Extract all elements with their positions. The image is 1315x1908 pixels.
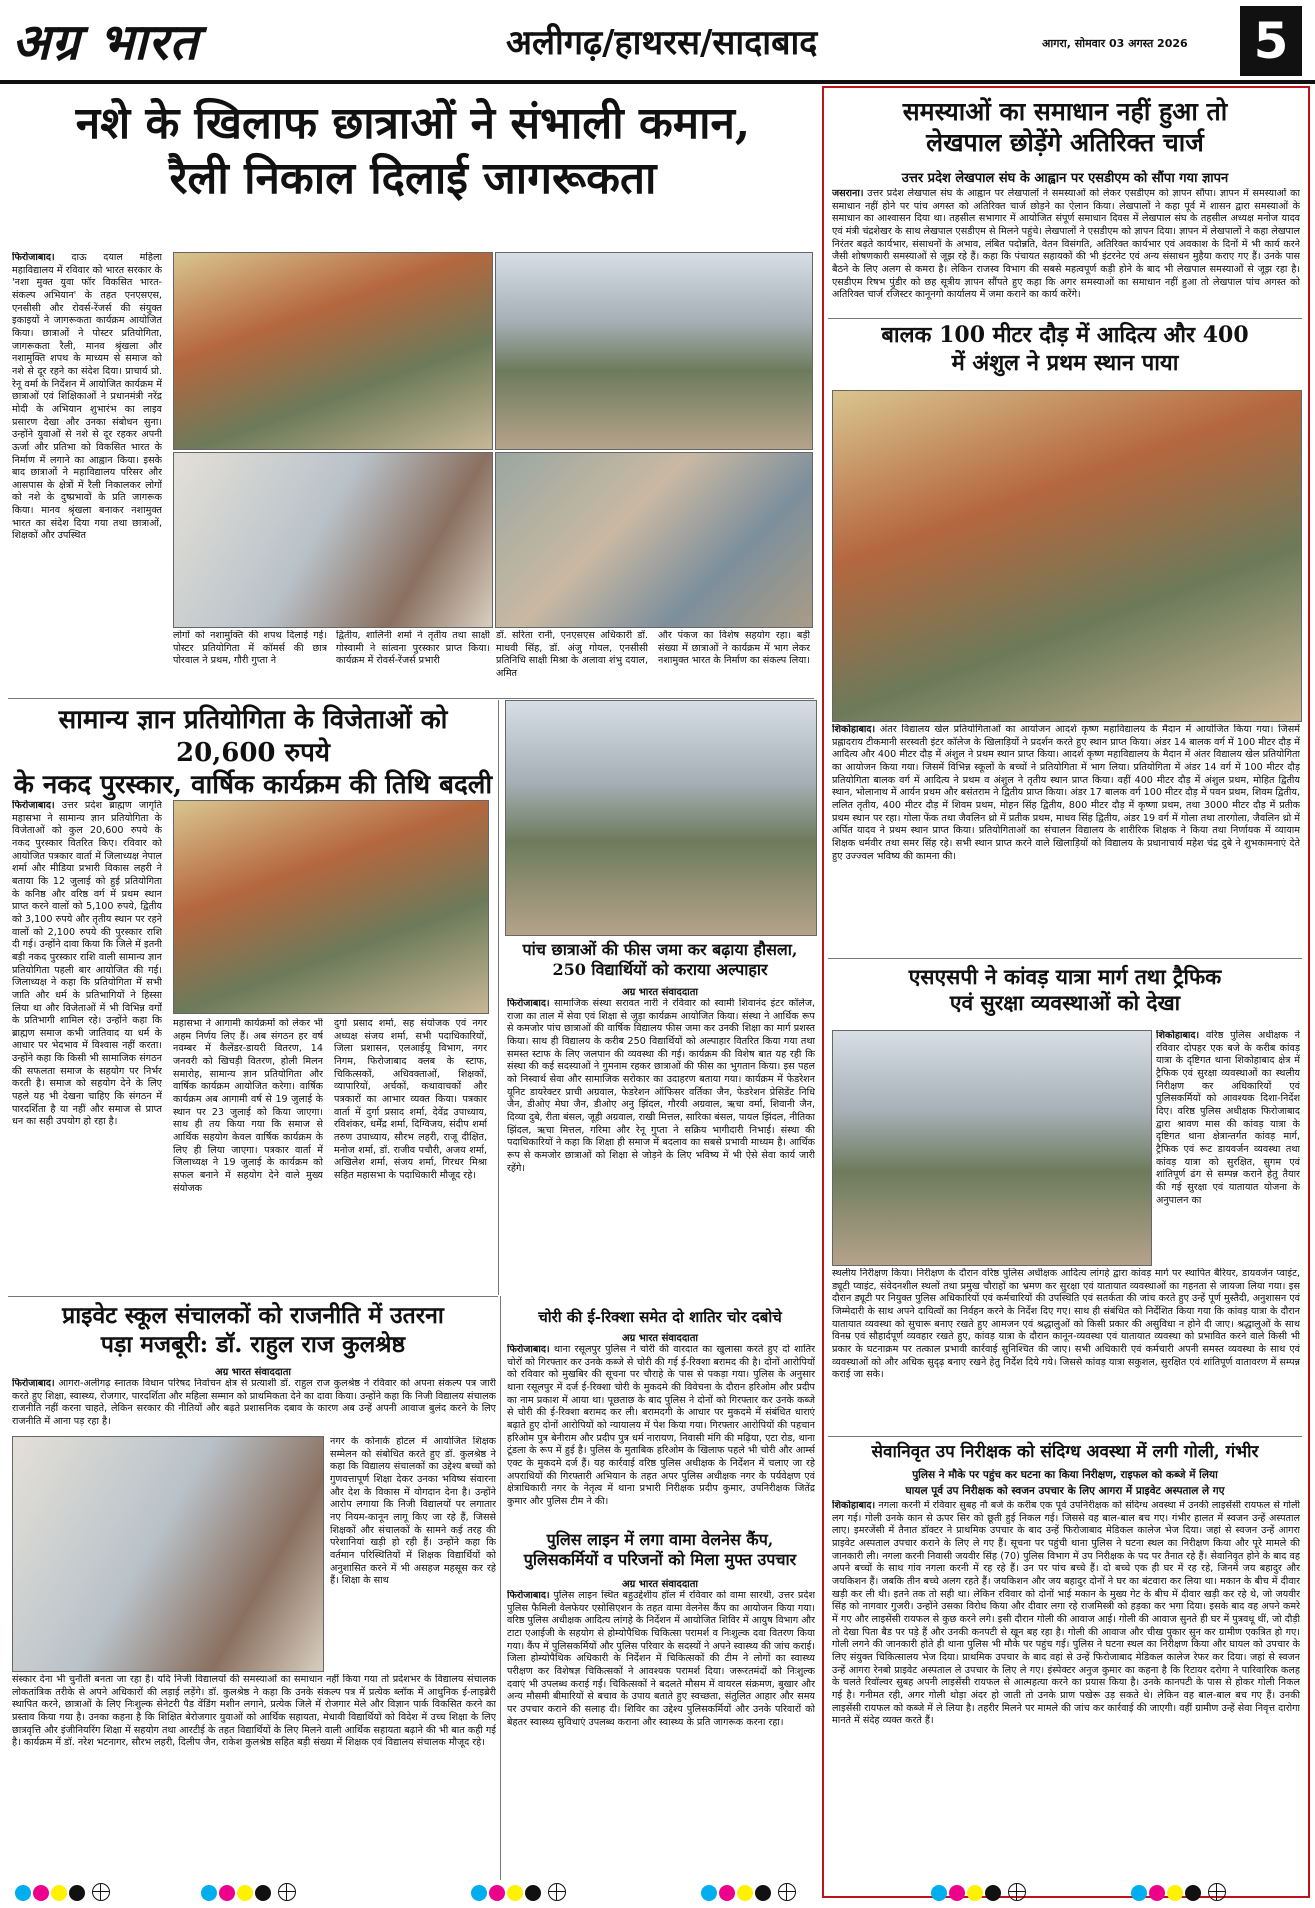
divider (8, 1296, 498, 1297)
story7-headline: समस्याओं का समाधान नहीं हुआ तो लेखपाल छोड़ेंगे अतिरिक्त चार्ज (902, 97, 1228, 158)
story10-subhead-1: पुलिस ने मौके पर पहुंच कर घटना का किया निरीक्षण, राइफल को कब्जे में लिया (912, 1469, 1218, 1481)
registration-marks (14, 1880, 116, 1908)
newspaper-title: अग्र भारत (12, 12, 199, 71)
edition-location: अलीगढ़/हाथरस/सादाबाद (506, 23, 818, 63)
story1-headline (8, 96, 818, 206)
registration-marks (470, 1880, 572, 1908)
divider (828, 958, 1302, 959)
story3-body-tail: संस्कार देना भी चुनौती बनता जा रहा है। यदि निजी विद्यालयों की समस्याओं का समाधान नहीं किया गया तो प्रदेशभर के विद्यालय संचालक लोकतांत्रिक तरीके से अपने अधिकारों की लड़ाई लड़ेंगे। डॉ. कुलश्रेष्ठ ने कहा कि उनके संकल्प पत्र में प्रत्येक ब्लॉक में आधुनिक ई-लाइब्रेरी स्थापित करने, छात्राओं के लिए निःशुल्क सेनेटरी पैड वेंडिंग मशीन लगाने, प्रत्येक जिले में रोजगार मेले और विज्ञान पार्क विकसित करने का प्रस्ताव किया गया है। उनका कहना है कि शिक्षित बेरोजगार युवाओं को आर्थिक सहायता, मेधावी विद्यार्थियों को विदेश में उच्च शिक्षा के लिए छात्रवृत्ति और इंजीनियरिंग शिक्षा में सहयोग तथा आरटीई के तहत विद्यार्थियों के लिए मिलने वाली आर्थिक सहायता बढ़ाने की भी बात कही गई है। कार्यक्रम में डॉ. नरेश भटनागर, सौरभ लहरी, दिलीप जैन, राकेश कुलश्रेष्ठ सहित बड़ी संख्या में शिक्षक एवं विद्यालय संचालक मौजूद रहे। (12, 1674, 496, 1749)
story2-body-col2: महासभा ने आगामी कार्यक्रमों को लेकर भी अहम निर्णय लिए हैं। अब संगठन हर वर्ष नवम्बर में कैलेंडर-डायरी वितरण, 14 जनवरी को खिचड़ी वितरण, होली मिलन समारोह, सामान्य ज्ञान प्रतियोगिता और वार्षिक कार्यक्रम आयोजित करेगा। वार्षिक कार्यक्रम अब आगामी वर्ष से 19 जुलाई के स्थान पर 23 जुलाई को किया जाएगा। साथ ही तय किया गया कि समाज से आर्थिक सहयोग केवल वार्षिक कार्यक्रम के लिए ही लिया जाएगा। पत्रकार वार्ता में जिलाध्यक्ष ने 19 जुलाई के कार्यक्रम को सफल बनाने में सहयोग देने वाले मुख्य संयोजक (173, 1018, 323, 1194)
divider (8, 698, 814, 699)
story2-body-col1: फिरोजाबाद। उत्तर प्रदेश ब्राह्मण जागृति महासभा ने सामान्य ज्ञान प्रतियोगिता के विजेताओं को कुल 20,600 रुपये के नकद पुरस्कार वितरित किए। रविवार को आयोजित पत्रकार वार्ता में जिलाध्यक्ष नेपाल शर्मा और मीडिया प्रभारी विकास लहरी ने बताया कि 12 जुलाई को हुई प्रतियोगिता के कनिष्ठ और वरिष्ठ वर्ग में प्रथम स्थान प्राप्त करने वालों को 5,100 रुपये, द्वितीय को 3,100 रुपये और तृतीय स्थान पर रहने वालों को 2,100 रुपये की पुरस्कार राशि दी गई। उन्होंने दावा किया कि जिले में इतनी बड़ी नकद पुरस्कार राशि वाली सामान्य ज्ञान प्रतियोगिता पहली बार आयोजित की गई। जिलाध्यक्ष ने कहा कि प्रतियोगिता में सभी जाति और धर्म के प्रतिभागियों ने हिस्सा लिया था और विजेताओं में भी विभिन्न वर्गों के प्रतिभागी शामिल रहे। उन्होंने कहा कि ब्राह्मण समाज कभी जातिवाद या धर्म के आधार पर भेदभाव में विश्वास नहीं करता। उन्होंने कहा कि किसी भी सामाजिक संगठन की सफलता समाज के सहयोग पर निर्भर करती है। समाज को सहयोग देने के लिए पहले यह भी देखना चाहिए कि संगठन में पारदर्शिता है या नहीं और समाज से प्राप्त धन का सही उपयोग हो रहा है। (12, 800, 162, 1128)
story1-place: फिरोजाबाद। (12, 252, 55, 263)
story4-headline: पांच छात्राओं की फीस जमा कर बढ़ाया हौसला, 250 विद्यार्थियों को कराया अल्पाहार (522, 940, 798, 979)
story6-byline: अग्र भारत संवाददाता (621, 1579, 699, 1590)
story1-body-col1: फिरोजाबाद। दाऊ दयाल महिला महाविद्यालय में रविवार को भारत सरकार के 'नशा मुक्त युवा फॉर विकसित भारत-संकल्प अभियान' के तहत एनएसएस, एनसीसी और रोवर्स-रेंजर्स की संयुक्त इकाइयों ने जागरूकता कार्यक्रम आयोजित किया। छात्राओं ने पोस्टर प्रतियोगिता, जागरूकता रैली, मानव श्रृंखला और नशामुक्ति शपथ के माध्यम से समाज को नशे से दूर रहने का संदेश दिया। प्राचार्य प्रो. रेनू वर्मा के निर्देशन में आयोजित कार्यक्रम में छात्राओं एवं शिक्षिकाओं ने प्रधानमंत्री नरेंद्र मोदी के अभियान शुभारंभ का लाइव प्रसारण देखा और उनका संबोधन सुना। उन्होंने युवाओं से नशे से दूर रहकर अपनी ऊर्जा और प्रतिभा को विकसित भारत के निर्माण में लगाने का आह्वान किया। इसके बाद छात्राओं ने महाविद्यालय परिसर और आसपास के क्षेत्रों में रैली निकालकर लोगों को नशे के दुष्प्रभावों के प्रति जागरूक किया। मानव श्रृंखला बनाकर नशामुक्त भारत का संदेश दिया गया तथा छात्राओं, शिक्षकों और उपस्थित (12, 252, 162, 542)
story6-body: फिरोजाबाद। पुलिस लाइन स्थित बहुउद्देशीय हॉल में रविवार को वामा सारथी, उत्तर प्रदेश पुलिस फैमिली वेलफेयर एसोसिएशन के तहत वामा वेलनेस कैंप का आयोजन किया गया। वरिष्ठ पुलिस अधीक्षक आदित्य लांगहे के निर्देशन में आयोजित शिविर में आयुष विभाग और टाटा एआईजी के सहयोग से होम्योपैथिक चिकित्सा परामर्श व निःशुल्क दवा वितरण किया गया। कैंप में पुलिसकर्मियों और पुलिस परिवार के सदस्यों ने अपने स्वास्थ्य की जांच कराई। जिला होम्योपैथिक अधिकारी के निर्देशन में चिकित्सकों की टीम ने लोगों का स्वास्थ्य परीक्षण कर विशेषज्ञ चिकित्सकों ने आवश्यक परामर्श दिया। जरूरतमंदों को निःशुल्क दवाएं भी उपलब्ध कराई गईं। चिकित्सकों ने बदलते मौसम में वायरल संक्रमण, बुखार और अन्य मौसमी बीमारियों से बचाव के उपाय बताते हुए स्वच्छता, संतुलित आहार और समय पर उपचार कराने की सलाह दी। शिविर का उद्देश्य पुलिसकर्मियों और उनके परिवारों को बेहतर स्वास्थ्य सुविधाएं उपलब्ध कराना और स्वास्थ्य के प्रति जागरूक करना रहा। (507, 1590, 815, 1728)
story1-photo-poster (173, 252, 493, 450)
story9-headline: एसएसपी ने कांवड़ यात्रा मार्ग तथा ट्रैफिक एवं सुरक्षा व्यवस्थाओं को देखा (908, 964, 1222, 1016)
story9-body: स्थलीय निरीक्षण किया। निरीक्षण के दौरान वरिष्ठ पुलिस अधीक्षक आदित्य लांगहे द्वारा कांवड़ मार्ग पर स्थापित बैरियर, डायवर्जन प्वाइंट, ड्यूटी प्वाइंट, संवेदनशील स्थलों तथा प्रमुख चौराहों का भ्रमण कर सुरक्षा एवं यातायात व्यवस्थाओं का गहनता से जायजा लिया गया। इस दौरान ड्यूटी पर नियुक्त पुलिस अधिकारियों एवं कर्मचारियों की उपस्थिति एवं सतर्कता की जांच करते हुए उन्हें पूर्ण मुस्तैदी, अनुशासन एवं जिम्मेदारी के साथ अपने दायित्वों का निर्वहन करने के निर्देश दिए गए। साथ ही संबंधित को निर्देशित किया गया कि कांवड़ यात्रा के दौरान यातायात व्यवस्था को सुचारू बनाए रखते हुए आमजन एवं श्रद्धालुओं को किसी प्रकार की असुविधा न होने दी जाए। श्रद्धालुओं के साथ विनम्र एवं सौहार्दपूर्ण व्यवहार रखते हुए, कांवड़ यात्रा के दौरान कानून-व्यवस्था एवं यातायात व्यवस्था को प्रभावित करने वाले किसी भी प्रकार के घटनाक्रम पर तत्काल प्रभावी कार्रवाई सुनिश्चित की जाए। सभी अधिकारी एवं कर्मचारी अपनी समस्त व्यवस्था के साथ एवं व्यवस्थाओं को और अधिक सुदृढ़ बनाए रखने हेतु निर्देश दिये गये। जिससे कांवड़ यात्रा सकुशल, सुरक्षित एवं शांतिपूर्ण वातावरण में सम्पन्न कराई जा सके। (832, 1268, 1300, 1381)
story10-headline: सेवानिवृत उप निरीक्षक को संदिग्ध अवस्था में लगी गोली, गंभीर (871, 1442, 1259, 1462)
story1-body-col2: लोगों को नशामुक्ति की शपथ दिलाई गई। पोस्टर प्रतियोगिता में कॉमर्स की छात्र पोरवाल ने प्रथम, गौरी गुप्ता ने (173, 630, 327, 667)
story1-photo-ceremony (495, 452, 813, 628)
story7-body: जसराना। उत्तर प्रदेश लेखपाल संघ के आह्वान पर लेखपालों ने समस्याओं को लेकर एसडीएम को ज्ञापन सौंपा। ज्ञापन में समस्याओं का समाधान नहीं होने पर पांच अगस्त को अतिरिक्त चार्ज छोड़ने का ऐलान किया। लेखपालों ने कहा पूर्व में शासन द्वारा समस्याओं के समाधान का आश्वासन दिया था। तहसील सभागार में आयोजित संपूर्ण समाधान दिवस में लेखपाल संघ के तहसील अध्यक्ष मनोज यादव एवं मंत्री चंद्रशेखर के साथ लेखपाल एसडीएम से मिलने पहुंचे। लेखपालों ने एसडीएम को ज्ञापन दिया। ज्ञापन में लेखपालों ने कहा लेखपाल निरंतर बढ़ते कार्यभार, संसाधनों के अभाव, लंबित पदोन्नति, वेतन विसंगति, अतिरिक्त कार्यभार एवं अवकाश के दिनों में भी कार्य करने जैसी शोषणकारी समस्याओं से जूझ रहे हैं। कहा कि पंचायत सहायकों की भी इंटरनेट एवं अन्य संसाधन मुहैया कराए गए हैं। उनके पास बैठने के लिए अलग से कमरा है। लेकिन राजस्व विभाग की सबसे महत्वपूर्ण कड़ी होने के बाद भी लेखपाल समस्याओं से जूझ रहा है। एसडीएम रिषभ पुंडीर को छह सूत्रीय ज्ञापन सौंपते हुए कहा कि अगर समस्याओं का समाधान नहीं हुआ तो लेखपाल पांच अगस्त को अतिरिक्त चार्ज रजिस्टर कानूनगो कार्यालय में जमा कराने का कार्य करेंगे। (832, 188, 1300, 301)
page-number: 5 (1240, 6, 1302, 76)
story4-body: फिरोजाबाद। सामाजिक संस्था सरावत नारी ने रविवार को स्वामी शिवानंद इंटर कॉलेज, राजा का ताल में सेवा एवं शिक्षा से जुड़ा कार्यक्रम आयोजित किया। संस्था ने आर्थिक रूप से कमजोर पांच छात्राओं की वार्षिक विद्यालय फीस जमा कर उनकी शिक्षा का मार्ग प्रशस्त किया। साथ ही विद्यालय के करीब 250 विद्यार्थियों को अल्पाहार वितरित किया गया तथा समस्त स्टाफ के लिए जलपान की व्यवस्था की गई। कार्यक्रम की विशेष बात यह रही कि संस्था की कई सदस्याओं ने गुमनाम रहकर छात्राओं की फीस का भुगतान किया। इस पहल को निस्वार्थ सेवा और सामाजिक सरोकार का उदाहरण बताया गया। कार्यक्रम में फेडरेशन यूनिट डायरेक्टर प्राची अग्रवाल, फेडरेशन ऑफिसर वर्तिका जैन, फेडरेशन प्रेसिडेंट निधि जैन, डीओए मेघा जैन, डीओए अनु झिंदल, गौरवी अग्रवाल, ऋचा वर्मा, शिवानी जैन, दिव्या दुबे, रीता बंसल, जूही अग्रवाल, राखी मित्तल, सारिका बंसल, पायल झिंदल, नीतिका झिंदल, ऋचा मित्तल, गरिमा और रेनू गुप्ता ने सक्रिय भागीदारी निभाई। संस्था की पदाधिकारियों ने कहा कि शिक्षा ही समाज में बदलाव का सबसे प्रभावी माध्यम है। आर्थिक रूप से कमजोर छात्राओं को शिक्षा से जोड़ने के लिए भविष्य में भी ऐसे सेवा कार्य जारी रहेंगे। (507, 998, 815, 1174)
story7-subhead: उत्तर प्रदेश लेखपाल संघ के आह्वान पर एसडीएम को सौंपा गया ज्ञापन (901, 171, 1229, 186)
story1-body-col3: द्वितीय, शालिनी शर्मा ने तृतीय तथा साक्षी गोस्वामी ने सांत्वना पुरस्कार प्राप्त किया। कार्यक्रम में रोवर्स-रेंजर्स प्रभारी (336, 630, 490, 667)
story9-photo-kanwar (832, 1030, 1152, 1266)
story1-photo-rally (495, 252, 813, 450)
story1-body-col5: और पंकज का विशेष सहयोग रहा। बड़ी संख्या में छात्राओं ने कार्यक्रम में भाग लेकर नशामुक्त भारत के निर्माण का संकल्प लिया। (658, 630, 810, 667)
story8-body: शिकोहाबाद। अंतर विद्यालय खेल प्रतियोगिताओं का आयोजन आदर्श कृष्ण महाविद्यालय के मैदान में आयोजित किया गया। जिसमें प्रह्लादराय टीकमानी सरस्वती इंटर कॉलेज के खिलाड़ियों ने प्रदर्शन करते हुए स्थान प्राप्त किया। अंडर 14 बालक वर्ग में 100 मीटर दौड़ में आदित्य और 400 मीटर दौड़ में अंशुल ने प्रथम स्थान प्राप्त किया। आदर्श कृष्ण महाविद्यालय के मैदान में अंतर विद्यालय खेल प्रतियोगिता का आयोजन किया गया। जिसमें विभिन्न स्कूलों के बच्चों ने प्रतियोगिता में भाग लिया। प्रतियोगिता में अंडर 14 वर्ग में 100 मीटर दौड़ प्रतियोगिता बालक वर्ग में आदित्य ने प्रथम व अंशुल ने तृतीय स्थान प्राप्त किया। वहीं 400 मीटर दौड़ में अंशुल प्रथम, मोहित द्वितीय स्थान, भोलानाथ में आर्यन प्रथम और बसंतराम ने द्वितीय प्राप्त किया। अंडर 17 बालक वर्ग 100 मीटर दौड़ में पवन प्रथम, शिवम द्वितीय, ललित तृतीय, 400 मीटर दौड़ में शिवम प्रथम, मोहन सिंह द्वितीय, 800 मीटर दौड़ में कृष्णा प्रथम, तथा 3000 मीटर दौड़ में प्रतीक प्रथम स्थान पर रहा। गोला फेंक तथा जैवलिन थ्रो में प्रतीक प्रथम, माधव सिंह द्वितीय, अंडर 19 वर्ग में गोला तथा तारगोला, जैवलिन थ्रो में अर्पित यादव ने प्रथम स्थान प्राप्त किया। प्रतियोगिताओं का संचालन विद्यालय के शारीरिक शिक्षक ने किया तथा निर्णायक में व्यायाम शिक्षक धर्मवीर तथा समर सिंह रहे। सभी स्थान प्राप्त करने वाले खिलाड़ियों को विद्यालय के प्रधानाचार्य महेश चंद्र दुबे ने शुभकामनाएं देते हुए उज्ज्वल भविष्य की कामना की। (832, 724, 1300, 862)
story2-photo-press-meet (173, 800, 489, 1014)
registration-marks (700, 1880, 802, 1908)
story5-headline: चोरी की ई-रिक्शा समेत दो शातिर चोर दबोचे (538, 1308, 782, 1326)
story3-byline: अग्र भारत संवाददाता (214, 1367, 292, 1378)
story10-body: शिकोहाबाद। नगला करनी में रविवार सुबह नौ बजे के करीब एक पूर्व उपनिरीक्षक को संदिग्ध अवस्था में उनकी लाइसेंसी रायफल से गोली लग गई। गोली उनके कान से ऊपर सिर को छूती हुई निकल गई। जिससे वह बाल-बाल बच गए। गंभीर हालत में स्वजन उन्हें अस्पताल लाए। इमरजेंसी में तैनात डॉक्टर ने प्राथमिक उपचार के बाद उन्हें फिरोजाबाद मेडिकल कालेज भेज दिया। जहां से स्वजन उन्हें आगरा प्राइवेट अस्पताल उपचार कराने के लिए ले गए हैं। सूचना पर पहुंची थाना पुलिस ने घटना स्थल का निरीक्षण किया और पूरे मामले की जानकारी ली। नगला करनी निवासी जयवीर सिंह (70) पुलिस विभाग में उप निरीक्षक के पद पर तैनात रहे हैं। सेवानिवृत होने के बाद वह अपने बच्चों के साथ गांव नगला करनी में रह रहे हैं। उन पर पांच बच्चे हैं। दो बच्चे एक ही घर में रह रहे, जिनमें जय बहादुर और जयकिशन हैं। जबकि तीन बच्चे अलग रहते हैं। जयकिशन और जय बहादुर दोनों ने घर का बंटवारा कर लिया था। मकान के बीच में दीवार खड़ी कर ली थी। इतने तक तो सही था। लेकिन रविवार को दोनों भाई मकान के मुख्य गेट के बीच में दीवार खड़ी कर रहे थे, जो जयवीर सिंह को नागवार गुजरी। उन्होंने उसका विरोध किया और दीवार लगा रहे राजमिस्त्री को हड़का कर भगा दिया। इसके बाद वह अपने कमरे में गए और लाइसेंसी रायफल से कुछ करने लगे। इसी दौरान गोली की आवाज आई। गोली की आवाज सुनते ही घर में पुत्रवधू थीं, जो दौड़ी तो देखा पिता बैड पर पड़े हैं और उनकी कनपटी से खून बह रहा है। गोली की आवाज और चीख पुकार सुन कर ग्रामीण एकत्रित हो गए। गोली लगने की जानकारी होते ही थाना पुलिस भी मौके पर पहुंच गई। पुलिस ने घटना स्थल का निरीक्षण किया और घायल को उपचार के लिए संयुक्त चिकित्सालय भेज दिया। प्राथमिक उपचार के बाद वहां से उन्हें फिरोजाबाद मेडिकल कालेज रेफर कर दिया। जहां से स्वजन उन्हें आगरा रेनबो प्राइवेट अस्पताल ले उपचार के लिए ले गए। इंस्पेक्टर अनुज कुमार का कहना है कि रिटायर दरोगा ने पारिवारिक कलह के चलते रिवॉल्वर सुबह अपनी लाइसेंसी रायफल से आत्महत्या करने का प्रयास किया है। उनके कानपटी के पास से होकर गोली निकल गई है। गनीमत रही, अगर गोली थोड़ा अंदर हो जाती तो उनके प्राण पखेरू उड़ सकते थे। लेकिन वह बाल-बाल बच गए हैं। उनकी लाइसेंसी रायफल को कब्जे में ले लिया है। तहरीर मिलने पर मामले की जांच कर कार्रवाई की जाएगी। वहीं ग्रामीण उन्हें सेवा निवृत्त दारोगा मानते में संदेह व्यक्त करते हैं। (832, 1500, 1300, 1727)
story6-headline: पुलिस लाइन में लगा वामा वेलनेस कैंप, पुलिसकर्मियों व परिजनों को मिला मुफ्त उपचार (523, 1530, 797, 1569)
story2-headline: सामान्य ज्ञान प्रतियोगिता के विजेताओं को 20,600 रुपये के नकद पुरस्कार, वार्षिक कार्यक्रम की तिथि बदली (13, 705, 493, 800)
story8-photo-group (832, 390, 1302, 722)
column-divider (498, 700, 499, 1295)
story8-headline: बालक 100 मीटर दौड़ में आदित्य और 400 में अंशुल ने प्रथम स्थान पाया (881, 322, 1249, 376)
story3-photo-speaker (12, 1436, 324, 1672)
registration-marks (1130, 1880, 1232, 1908)
story1-photo-classroom (173, 452, 493, 628)
print-registration-bar (0, 1880, 1315, 1904)
edition-date: आगरा, सोमवार 03 अगस्त 2026 (1042, 37, 1188, 50)
story3-body-lead: फिरोजाबाद। आगरा-अलीगढ़ स्नातक विधान परिषद निर्वाचन क्षेत्र से प्रत्याशी डॉ. राहुल राज कुलश्रेष्ठ ने रविवार को अपना संकल्प पत्र जारी करते हुए शिक्षा, स्वास्थ्य, रोजगार, पारदर्शिता और महिला सम्मान को प्राथमिकता देने का दावा किया। उन्होंने कहा कि निजी विद्यालय संचालक राजनीति नहीं करना चाहते, लेकिन सरकार की नीतियों और बढ़ते प्रशासनिक दबाव के कारण अब उन्हें अपनी आवाज बुलंद करने के लिए राजनीति में आना पड़ रहा है। (12, 1378, 496, 1427)
story10-subhead-2: घायल पूर्व उप निरीक्षक को स्वजन उपचार के लिए आगरा में प्राइवेट अस्पताल ले गए (905, 1485, 1225, 1497)
registration-marks (930, 1880, 1032, 1908)
story2-body-col3: दुर्गा प्रसाद शर्मा, सह संयोजक एवं नगर अध्यक्ष संजय शर्मा, सभी पदाधिकारियों, जिला प्रशासन, एलआईयू विभाग, नगर निगम, फिरोजाबाद क्लब के स्टाफ, चिकित्सकों, अधिवक्ताओं, शिक्षकों, व्यापारियों, अर्चकों, कथावाचकों और पत्रकारों का आभार व्यक्त किया। पत्रकार वार्ता में दुर्गा प्रसाद शर्मा, देवेंद्र उपाध्याय, रविशंकर, धर्मेंद्र शर्मा, दिग्विजय, संदीप शर्मा तरुण उपाध्याय, सौरभ लहरी, राजू दीक्षित, मनोज शर्मा, डॉ. राजीव पचौरी, अजय शर्मा, अखिलेश शर्मा, संजय शर्मा, गिरधर मिश्रा सहित महासभा के पदाधिकारी मौजूद रहे। (334, 1018, 487, 1181)
story5-byline: अग्र भारत संवाददाता (621, 1333, 699, 1344)
story4-photo-students (505, 700, 817, 936)
divider (828, 318, 1302, 319)
divider (828, 1436, 1302, 1437)
column-divider (500, 1296, 501, 1880)
story1-headline-line1: नशे के खिलाफ छात्राओं ने संभाली कमान, (75, 98, 751, 149)
crosshair-icon (278, 1883, 296, 1901)
story9-body-side: शिकोहाबाद। वरिष्ठ पुलिस अधीक्षक ने रविवार दोपहर एक बजे के करीब कांवड़ यात्रा के दृष्टिगत थाना शिकोहाबाद क्षेत्र में ट्रैफिक एवं सुरक्षा व्यवस्थाओं का स्थलीय निरीक्षण कर अधिकारियों एवं पुलिसकर्मियों को आवश्यक दिशा-निर्देश दिए। वरिष्ठ पुलिस अधीक्षक फिरोजाबाद द्वारा श्रावण मास की कांवड़ यात्रा के दृष्टिगत थाना क्षेत्रान्तर्गत कांवड़ मार्ग, ट्रैफिक एवं रूट डायवर्जन व्यवस्था तथा कांवड़ यात्रा को सुरक्षित, सुगम एवं शांतिपूर्ण ढंग से सम्पन्न कराने हेतु तैयार की गई सुरक्षा एवं यातायात योजना के अनुपालन का (1156, 1030, 1300, 1206)
story5-body: फिरोजाबाद। थाना रसूलपुर पुलिस ने चोरी की वारदात का खुलासा करते हुए दो शातिर चोरों को गिरफ्तार कर उनके कब्जे से चोरी की गई ई-रिक्शा बरामद की है। दोनों आरोपियों को रविवार को मुखबिर की सूचना पर चौराहे के पास से पकड़ा गया। पुलिस के अनुसार थाना रसूलपुर में दर्ज ई-रिक्शा चोरी के मुकदमे की विवेचना के दौरान हरिओम और प्रदीप का नाम प्रकाश में आया था। पूछताछ के बाद पुलिस ने दोनों को गिरफ्तार कर उनके कब्जे से चोरी की ई-रिक्शा बरामद कर ली। बरामदगी के आधार पर मुकदमे में संबंधित धाराएं बढ़ाते हुए दोनों आरोपियों को न्यायालय में पेश किया गया। गिरफ्तार आरोपियों की पहचान हरिओम पुत्र बेनीराम और प्रदीप पुत्र धर्म नारायण, निवासी मंगि की मढ़िया, एटा रोड, थाना टूंडला के रूप में हुई है। पुलिस के मुताबिक हरिओम के खिलाफ पहले भी चोरी और आर्म्स एक्ट के मुकदमे दर्ज हैं। यह कार्रवाई वरिष्ठ पुलिस अधीक्षक के निर्देशन में चलाए जा रहे अपराधियों की गिरफ्तारी अभियान के तहत अपर पुलिस अधीक्षक नगर के पर्यवेक्षण एवं क्षेत्राधिकारी नगर के नेतृत्व में थाना प्रभारी निरीक्षक प्रदीप कुमार, उपनिरीक्षक जितेंद्र कुमार और पुलिस टीम ने की। (507, 1344, 815, 1507)
crosshair-icon (548, 1883, 566, 1901)
crosshair-icon (92, 1883, 110, 1901)
crosshair-icon (1008, 1883, 1026, 1901)
story4-byline: अग्र भारत संवाददाता (621, 987, 699, 998)
masthead-rule (0, 80, 1315, 84)
registration-marks (200, 1880, 302, 1908)
masthead (0, 0, 1315, 80)
story3-body-side: नगर के कोनार्क होटल में आयोजित शिक्षक सम्मेलन को संबोधित करते हुए डॉ. कुलश्रेष्ठ ने कहा कि विद्यालय संचालकों का उद्देश्य बच्चों को गुणवत्तापूर्ण शिक्षा देकर उनका भविष्य संवारना और देश के विकास में योगदान देना है। उन्होंने आरोप लगाया कि निजी विद्यालयों पर लगातार नए नियम-कानून लागू किए जा रहे हैं, जिससे शिक्षकों और संचालकों के सामने कई तरह की परेशानियां खड़ी हो रही हैं। उन्होंने कहा कि वर्तमान परिस्थितियों में शिक्षक विद्यार्थियों को अनुशासित करने में भी असहज महसूस कर रहे हैं। शिक्षा के साथ (330, 1436, 496, 1587)
crosshair-icon (778, 1883, 796, 1901)
story3-headline: प्राइवेट स्कूल संचालकों को राजनीति में उतरना पड़ा मजबूरी: डॉ. राहुल राज कुलश्रेष्ठ (62, 1302, 444, 1358)
crosshair-icon (1208, 1883, 1226, 1901)
story1-headline-line2: रैली निकाल दिलाई जागरूकता (169, 153, 657, 204)
story1-body-col4: डॉ. सरिता रानी, एनएसएस अधिकारी डॉ. माधवी सिंह, डॉ. अंजु गोयल, एनसीसी प्रतिनिधि साक्षी मिश्रा के अलावा शंभु दयाल, अमित (496, 630, 648, 679)
